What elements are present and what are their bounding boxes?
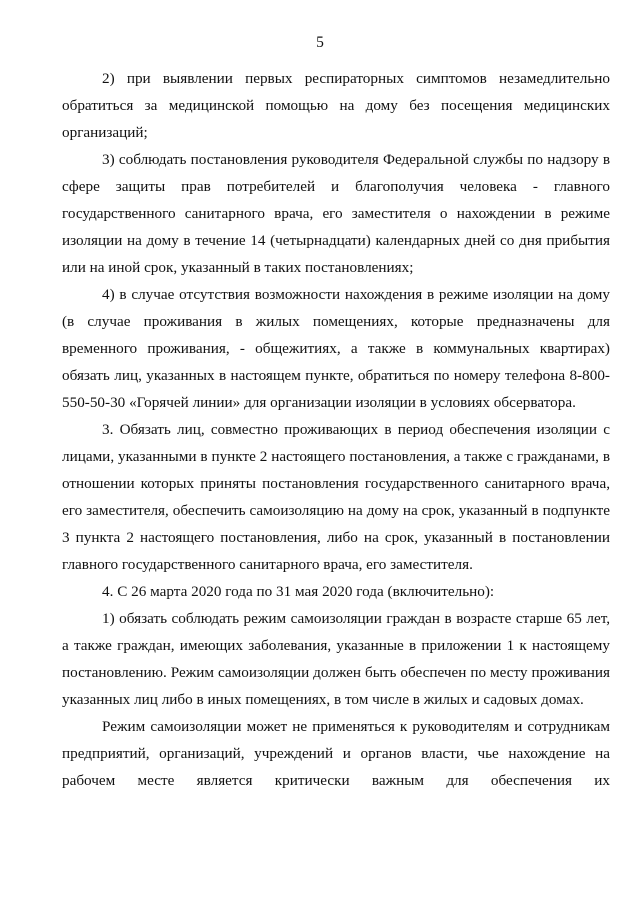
paragraph-subitem-3: 3) соблюдать постановления руководителя Федеральной службы по надзору в сфере защиты прав потребителей и благополучия человека - главного государственного санитарного врача, его заместителя о нахождении в режиме изоляции на дому в течение 14 (четырнадцати) календарных дней со дня прибытия или на иной срок, указанный в таких постановлениях; bbox=[62, 151, 610, 276]
paragraph-self-isolation-exemption: Режим самоизоляции может не применяться к руководителям и сотрудникам предприятий, организаций, учреждений и органов власти, чье нахождение на рабочем месте является критически важным для обеспечения их bbox=[62, 718, 610, 789]
page-number: 5 bbox=[316, 34, 324, 51]
paragraph-subitem-2: 2) при выявлении первых респираторных симптомов незамедлительно обратиться за медицинской помощью на дому без посещения медицинских организаций; bbox=[62, 70, 610, 141]
paragraph-item-4-subitem-1: 1) обязать соблюдать режим самоизоляции граждан в возрасте старше 65 лет, а также граждан, имеющих заболевания, указанные в приложении 1 к настоящему постановлению. Режим самоизоляции должен быть обеспечен по месту проживания указанных лиц либо в иных помещениях, в том числе в жилых и садовых домах. bbox=[62, 610, 610, 708]
paragraph-subitem-4: 4) в случае отсутствия возможности нахождения в режиме изоляции на дому (в случае проживания в жилых помещениях, которые предназначены для временного проживания, - общежитиях, а также в коммунальных квартирах) обязать лиц, указанных в настоящем пункте, обратиться по номеру телефона 8-800-550-50-30 «Горячей линии» для организации изоляции в условиях обсерватора. bbox=[62, 286, 610, 411]
document-body bbox=[62, 65, 610, 794]
paragraph-item-3: 3. Обязать лиц, совместно проживающих в период обеспечения изоляции с лицами, указанными в пункте 2 настоящего постановления, а также с гражданами, в отношении которых приняты постановления государственного санитарного врача, его заместителя, обеспечить самоизоляцию на дому на срок, указанный в подпункте 3 пункта 2 настоящего постановления, либо на срок, указанный в постановлении главного государственного санитарного врача, его заместителя. bbox=[62, 421, 610, 573]
paragraph-item-4: 4. С 26 марта 2020 года по 31 мая 2020 года (включительно): bbox=[102, 583, 495, 600]
